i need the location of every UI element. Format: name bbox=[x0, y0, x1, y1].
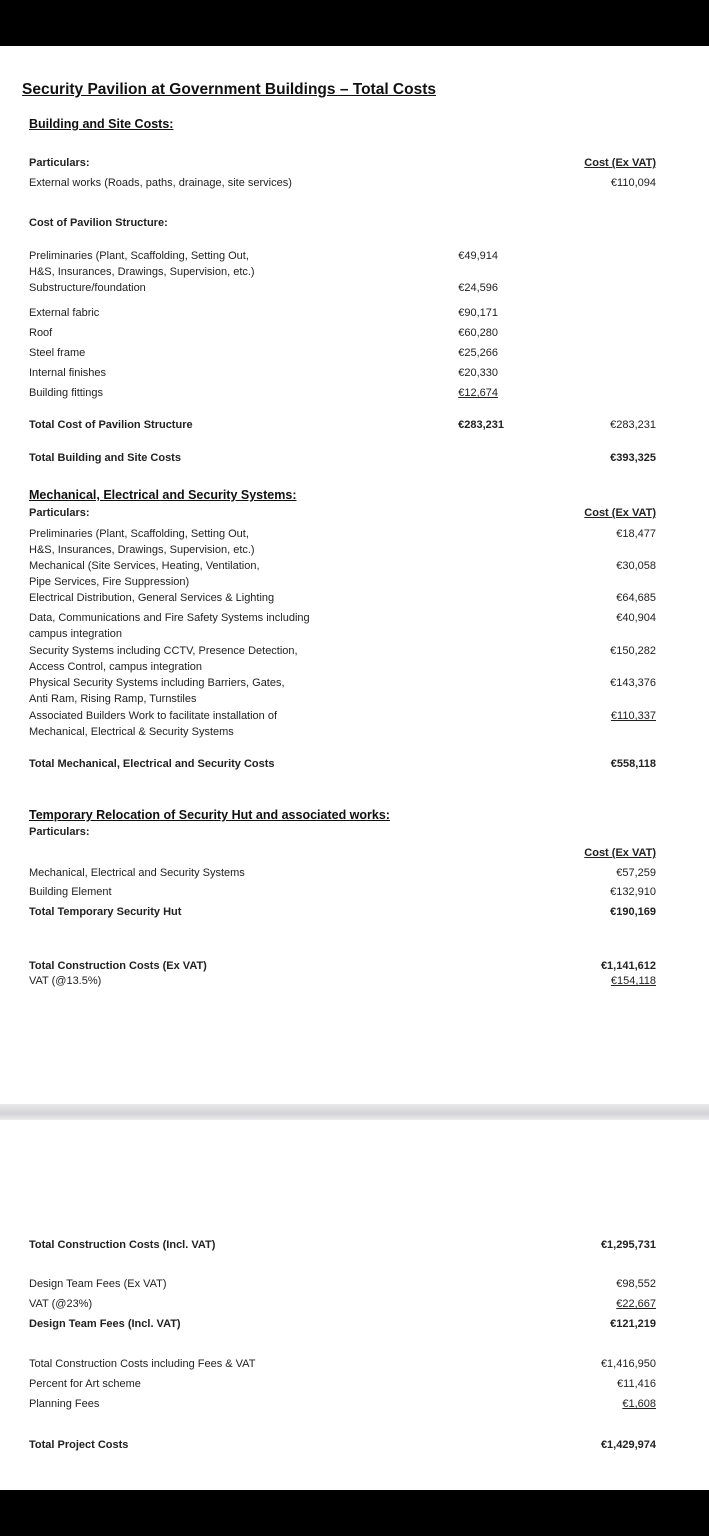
mechanical-item-label: Anti Ram, Rising Ramp, Turnstiles bbox=[29, 693, 197, 705]
structure-item-label: Building fittings bbox=[29, 387, 103, 399]
temporary-cost-header: Cost (Ex VAT) bbox=[584, 847, 656, 859]
mechanical-item-label: Electrical Distribution, General Services & Lighting bbox=[29, 592, 275, 604]
mechanical-item-label: H&S, Insurances, Drawings, Supervision, etc.) bbox=[29, 544, 255, 556]
document-page-2 bbox=[0, 1120, 709, 1490]
temporary-item-label: Mechanical, Electrical and Security Systems bbox=[29, 867, 245, 879]
structure-item-value: €12,674 bbox=[458, 387, 498, 399]
mechanical-item-value: €143,376 bbox=[610, 677, 656, 689]
fees-incl-vat-value: €121,219 bbox=[610, 1318, 656, 1330]
external-works-label: External works (Roads, paths, drainage, site services) bbox=[29, 177, 292, 189]
mechanical-item-label: Access Control, campus integration bbox=[29, 661, 203, 673]
fees-ex-vat-value: €98,552 bbox=[616, 1278, 656, 1290]
temporary-heading: Temporary Relocation of Security Hut and associated works: bbox=[29, 808, 390, 822]
structure-item-value: €25,266 bbox=[458, 347, 498, 359]
mechanical-item-label: Associated Builders Work to facilitate installation of bbox=[29, 710, 278, 722]
mechanical-total-value: €558,118 bbox=[610, 758, 656, 770]
structure-item-value: €24,596 bbox=[458, 282, 498, 294]
document-title: Security Pavilion at Government Buildings – Total Costs bbox=[22, 81, 436, 98]
total-building-label: Total Building and Site Costs bbox=[29, 452, 181, 464]
temporary-particulars-label: Particulars: bbox=[29, 826, 90, 838]
art-scheme-label: Percent for Art scheme bbox=[29, 1378, 141, 1390]
total-incl-vat-label: Total Construction Costs (Incl. VAT) bbox=[29, 1239, 216, 1251]
mechanical-item-value: €40,904 bbox=[616, 612, 656, 624]
fees-incl-vat-label: Design Team Fees (Incl. VAT) bbox=[29, 1318, 181, 1330]
external-works-value: €110,094 bbox=[610, 177, 656, 189]
mechanical-cost-header: Cost (Ex VAT) bbox=[584, 507, 656, 519]
structure-item-label: Steel frame bbox=[29, 347, 86, 359]
mechanical-item-value: €18,477 bbox=[616, 528, 656, 540]
mechanical-item-value: €30,058 bbox=[616, 560, 656, 572]
fees-ex-vat-label: Design Team Fees (Ex VAT) bbox=[29, 1278, 167, 1290]
temporary-total-label: Total Temporary Security Hut bbox=[29, 906, 182, 918]
mechanical-total-label: Total Mechanical, Electrical and Security Costs bbox=[29, 758, 275, 770]
project-total-value: €1,429,974 bbox=[600, 1439, 656, 1451]
planning-fees-label: Planning Fees bbox=[29, 1398, 100, 1410]
structure-item-label: Internal finishes bbox=[29, 367, 107, 379]
structure-item-value: €49,914 bbox=[458, 250, 498, 262]
temporary-item-value: €132,910 bbox=[610, 886, 656, 898]
structure-item-label: Roof bbox=[29, 327, 53, 339]
building-particulars-label: Particulars: bbox=[29, 157, 90, 169]
temporary-total-value: €190,169 bbox=[610, 906, 656, 918]
structure-item-label: Preliminaries (Plant, Scaffolding, Setting Out, bbox=[29, 250, 249, 262]
mechanical-particulars-label: Particulars: bbox=[29, 507, 90, 519]
mechanical-item-label: Mechanical (Site Services, Heating, Ventilation, bbox=[29, 560, 260, 572]
mechanical-item-label: campus integration bbox=[29, 628, 122, 640]
temporary-item-label: Building Element bbox=[29, 886, 112, 898]
structure-item-label: Substructure/foundation bbox=[29, 282, 146, 294]
page-separator bbox=[0, 1104, 709, 1120]
art-scheme-value: €11,416 bbox=[617, 1378, 656, 1390]
structure-item-value: €60,280 bbox=[458, 327, 498, 339]
document-page-1 bbox=[0, 46, 709, 1104]
bottom-black-bar bbox=[0, 1490, 709, 1536]
structure-item-label: H&S, Insurances, Drawings, Supervision, etc.) bbox=[29, 266, 255, 278]
construction-total-ex-vat-value: €1,141,612 bbox=[600, 960, 656, 972]
total-incl-vat-value: €1,295,731 bbox=[600, 1239, 656, 1251]
mechanical-item-value: €110,337 bbox=[610, 710, 656, 722]
total-structure-mid-value: €283,231 bbox=[458, 419, 504, 431]
mechanical-item-label: Pipe Services, Fire Suppression) bbox=[29, 576, 190, 588]
mechanical-item-value: €150,282 bbox=[610, 645, 656, 657]
mechanical-item-label: Preliminaries (Plant, Scaffolding, Setting Out, bbox=[29, 528, 249, 540]
mechanical-item-label: Physical Security Systems including Barriers, Gates, bbox=[29, 677, 285, 689]
top-black-bar bbox=[0, 0, 709, 46]
mechanical-item-label: Mechanical, Electrical & Security Systems bbox=[29, 726, 234, 738]
mechanical-heading: Mechanical, Electrical and Security Systems: bbox=[29, 488, 297, 502]
construction-vat-label: VAT (@13.5%) bbox=[29, 975, 102, 987]
structure-heading: Cost of Pavilion Structure: bbox=[29, 217, 168, 229]
total-structure-label: Total Cost of Pavilion Structure bbox=[29, 419, 193, 431]
planning-fees-value: €1,608 bbox=[622, 1398, 656, 1410]
total-structure-right-value: €283,231 bbox=[610, 419, 656, 431]
structure-item-value: €20,330 bbox=[458, 367, 498, 379]
project-total-label: Total Project Costs bbox=[29, 1439, 129, 1451]
mechanical-item-label: Data, Communications and Fire Safety Systems including bbox=[29, 612, 310, 624]
construction-total-ex-vat-label: Total Construction Costs (Ex VAT) bbox=[29, 960, 207, 972]
fees-vat-label: VAT (@23%) bbox=[29, 1298, 93, 1310]
building-heading: Building and Site Costs: bbox=[29, 117, 174, 131]
construction-fees-vat-value: €1,416,950 bbox=[600, 1358, 656, 1370]
mechanical-item-label: Security Systems including CCTV, Presence Detection, bbox=[29, 645, 298, 657]
construction-vat-value: €154,118 bbox=[610, 975, 656, 987]
fees-vat-value: €22,667 bbox=[616, 1298, 656, 1310]
mechanical-item-value: €64,685 bbox=[616, 592, 656, 604]
structure-item-label: External fabric bbox=[29, 307, 100, 319]
construction-fees-vat-label: Total Construction Costs including Fees & VAT bbox=[29, 1358, 256, 1370]
structure-item-value: €90,171 bbox=[458, 307, 498, 319]
temporary-item-value: €57,259 bbox=[616, 867, 656, 879]
building-cost-header: Cost (Ex VAT) bbox=[584, 157, 656, 169]
total-building-value: €393,325 bbox=[610, 452, 656, 464]
